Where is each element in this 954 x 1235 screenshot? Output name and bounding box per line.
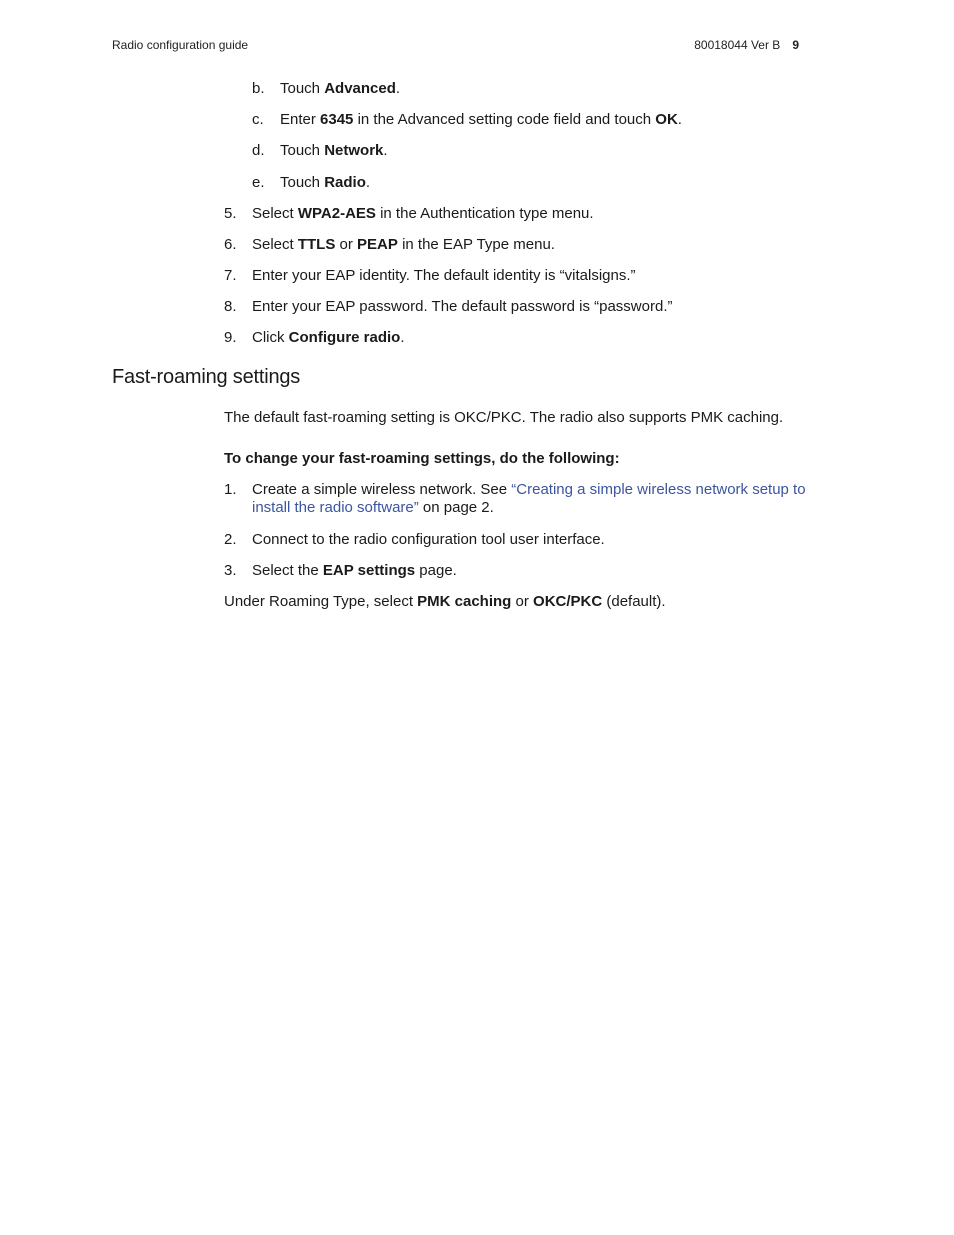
ui-term: PMK caching xyxy=(417,593,512,610)
list-marker: 3. xyxy=(224,562,237,579)
list-text: Touch Advanced. xyxy=(280,80,401,97)
page-number: 9 xyxy=(792,38,799,52)
list-marker: 5. xyxy=(224,205,237,222)
ui-term: WPA2-AES xyxy=(297,205,376,222)
page-header xyxy=(112,38,799,56)
ui-term: Network xyxy=(324,142,384,159)
list-marker: c. xyxy=(252,111,264,128)
list-marker: 9. xyxy=(224,329,237,346)
list-text: Select WPA2-AES in the Authentication type menu. xyxy=(252,205,594,222)
closing-paragraph: Under Roaming Type, select PMK caching or OKC/PKC (default). xyxy=(224,593,666,610)
ui-term: Advanced xyxy=(324,80,396,97)
list-marker: e. xyxy=(252,174,265,191)
ui-term: Radio xyxy=(324,174,366,191)
ui-term: Configure radio xyxy=(288,329,401,346)
list-text: Enter 6345 in the Advanced setting code field and touch OK. xyxy=(280,111,682,128)
list-text: Enter your EAP password. The default password is “password.” xyxy=(252,298,673,315)
ui-term: OKC/PKC xyxy=(533,593,603,610)
document-id: 80018044 Ver B xyxy=(694,38,781,52)
ui-term: EAP settings xyxy=(322,562,416,579)
ui-term: TTLS xyxy=(297,236,336,253)
list-marker: 8. xyxy=(224,298,237,315)
document-title: Radio configuration guide xyxy=(112,38,249,52)
list-marker: 7. xyxy=(224,267,237,284)
list-marker: b. xyxy=(252,80,265,97)
section-heading: Fast-roaming settings xyxy=(112,366,301,388)
list-text: Click Configure radio. xyxy=(252,329,405,346)
ui-term: PEAP xyxy=(357,236,398,253)
list-marker: 6. xyxy=(224,236,237,253)
list-text: Enter your EAP identity. The default identity is “vitalsigns.” xyxy=(252,267,636,284)
list-marker: 2. xyxy=(224,531,237,548)
list-marker: 1. xyxy=(224,481,237,498)
list-text: Connect to the radio configuration tool user interface. xyxy=(252,531,605,548)
cross-reference-link-continued[interactable]: install the radio software” xyxy=(252,499,419,516)
list-marker: d. xyxy=(252,142,265,159)
cross-reference-link[interactable]: “Creating a simple wireless network setup to xyxy=(511,481,806,498)
document-id-and-page xyxy=(694,38,799,52)
list-text-continued: install the radio software” on page 2. xyxy=(252,499,494,516)
procedure-title: To change your fast-roaming settings, do the following: xyxy=(224,450,620,467)
intro-paragraph: The default fast-roaming setting is OKC/PKC. The radio also supports PMK caching. xyxy=(224,409,784,426)
list-text: Select the EAP settings page. xyxy=(252,562,457,579)
list-text: Touch Radio. xyxy=(280,174,371,191)
list-text: Touch Network. xyxy=(280,142,388,159)
list-text: Select TTLS or PEAP in the EAP Type menu. xyxy=(252,236,555,253)
list-text: Create a simple wireless network. See “Creating a simple wireless network setup to xyxy=(252,481,806,498)
ui-term: OK xyxy=(655,111,678,128)
ui-term: 6345 xyxy=(320,111,354,128)
